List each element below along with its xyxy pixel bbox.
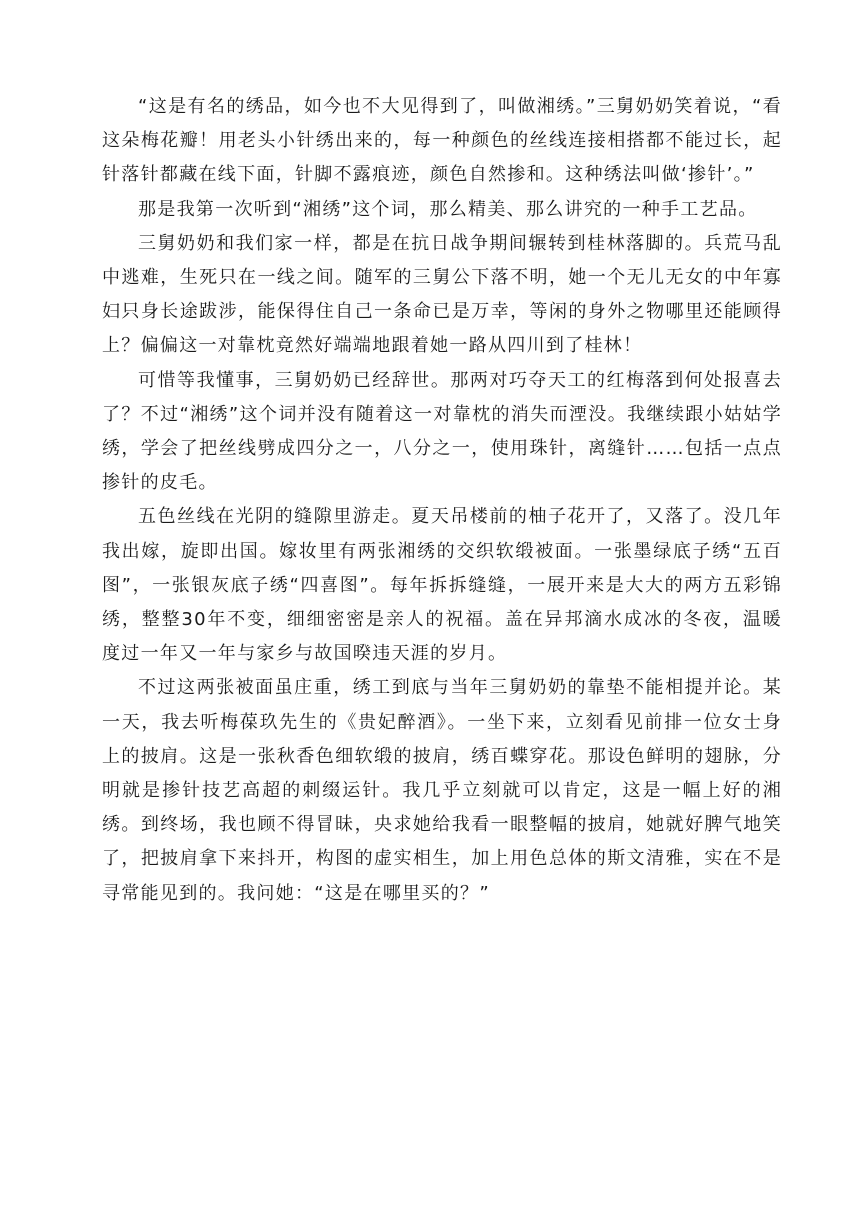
paragraph: 五色丝线在光阴的缝隙里游走。夏天吊楼前的柚子花开了，又落了。没几年我出嫁，旋即出国。嫁妆里有两张湘绣的交织软缎被面。一张墨绿底子绣“五百图”，一张银灰底子绣“四喜图”。每年拆拆缝缝，一展开来是大大的两方五彩锦绣，整整30年不变，细细密密是亲人的祝福。盖在异邦滴水成冰的冬夜，温暖度过一年又一年与家乡与故国暌违天涯的岁月。	[102, 506, 782, 665]
paragraph: “这是有名的绣品，如今也不大见得到了，叫做湘绣。”三舅奶奶笑着说，“看这朵梅花瓣！用老头小针绣出来的，每一种颜色的丝线连接相搭都不能过长，起针落针都藏在线下面，针脚不露痕迹，颜色自然掺和。这种绣法叫做‘掺针’。”	[102, 96, 782, 186]
paragraph: 那是我第一次听到“湘绣”这个词，那么精美、那么讲究的一种手工艺品。	[138, 198, 758, 220]
paragraph: 不过这两张被面虽庄重，绣工到底与当年三舅奶奶的靠垫不能相提并论。某一天，我去听梅葆玖先生的《贵妃醉酒》。一坐下来，立刻看见前排一位女士身上的披肩。这是一张秋香色细软缎的披肩，绣百蝶穿花。那设色鲜明的翅脉，分明就是掺针技艺高超的刺缀运针。我几乎立刻就可以肯定，这是一幅上好的湘绣。到终场，我也顾不得冒昧，央求她给我看一眼整幅的披肩，她就好脾气地笑了，把披肩拿下来抖开，构图的虚实相生，加上用色总体的斯文清雅，实在不是寻常能见到的。我问她：“这是在哪里买的？”	[102, 677, 782, 904]
article-body	[102, 90, 782, 911]
paragraph: 三舅奶奶和我们家一样，都是在抗日战争期间辗转到桂林落脚的。兵荒马乱中逃难，生死只在一线之间。随军的三舅公下落不明，她一个无儿无女的中年寡妇只身长途跋涉，能保得住自己一条命已是万幸，等闲的身外之物哪里还能顾得上？偏偏这一对靠枕竟然好端端地跟着她一路从四川到了桂林！	[102, 232, 782, 357]
paragraph: 可惜等我懂事，三舅奶奶已经辞世。那两对巧夺天工的红梅落到何处报喜去了？不过“湘绣”这个词并没有随着这一对靠枕的消失而湮没。我继续跟小姑姑学绣，学会了把丝线劈成四分之一，八分之一，使用珠针，离缝针……包括一点点掺针的皮毛。	[102, 369, 782, 494]
